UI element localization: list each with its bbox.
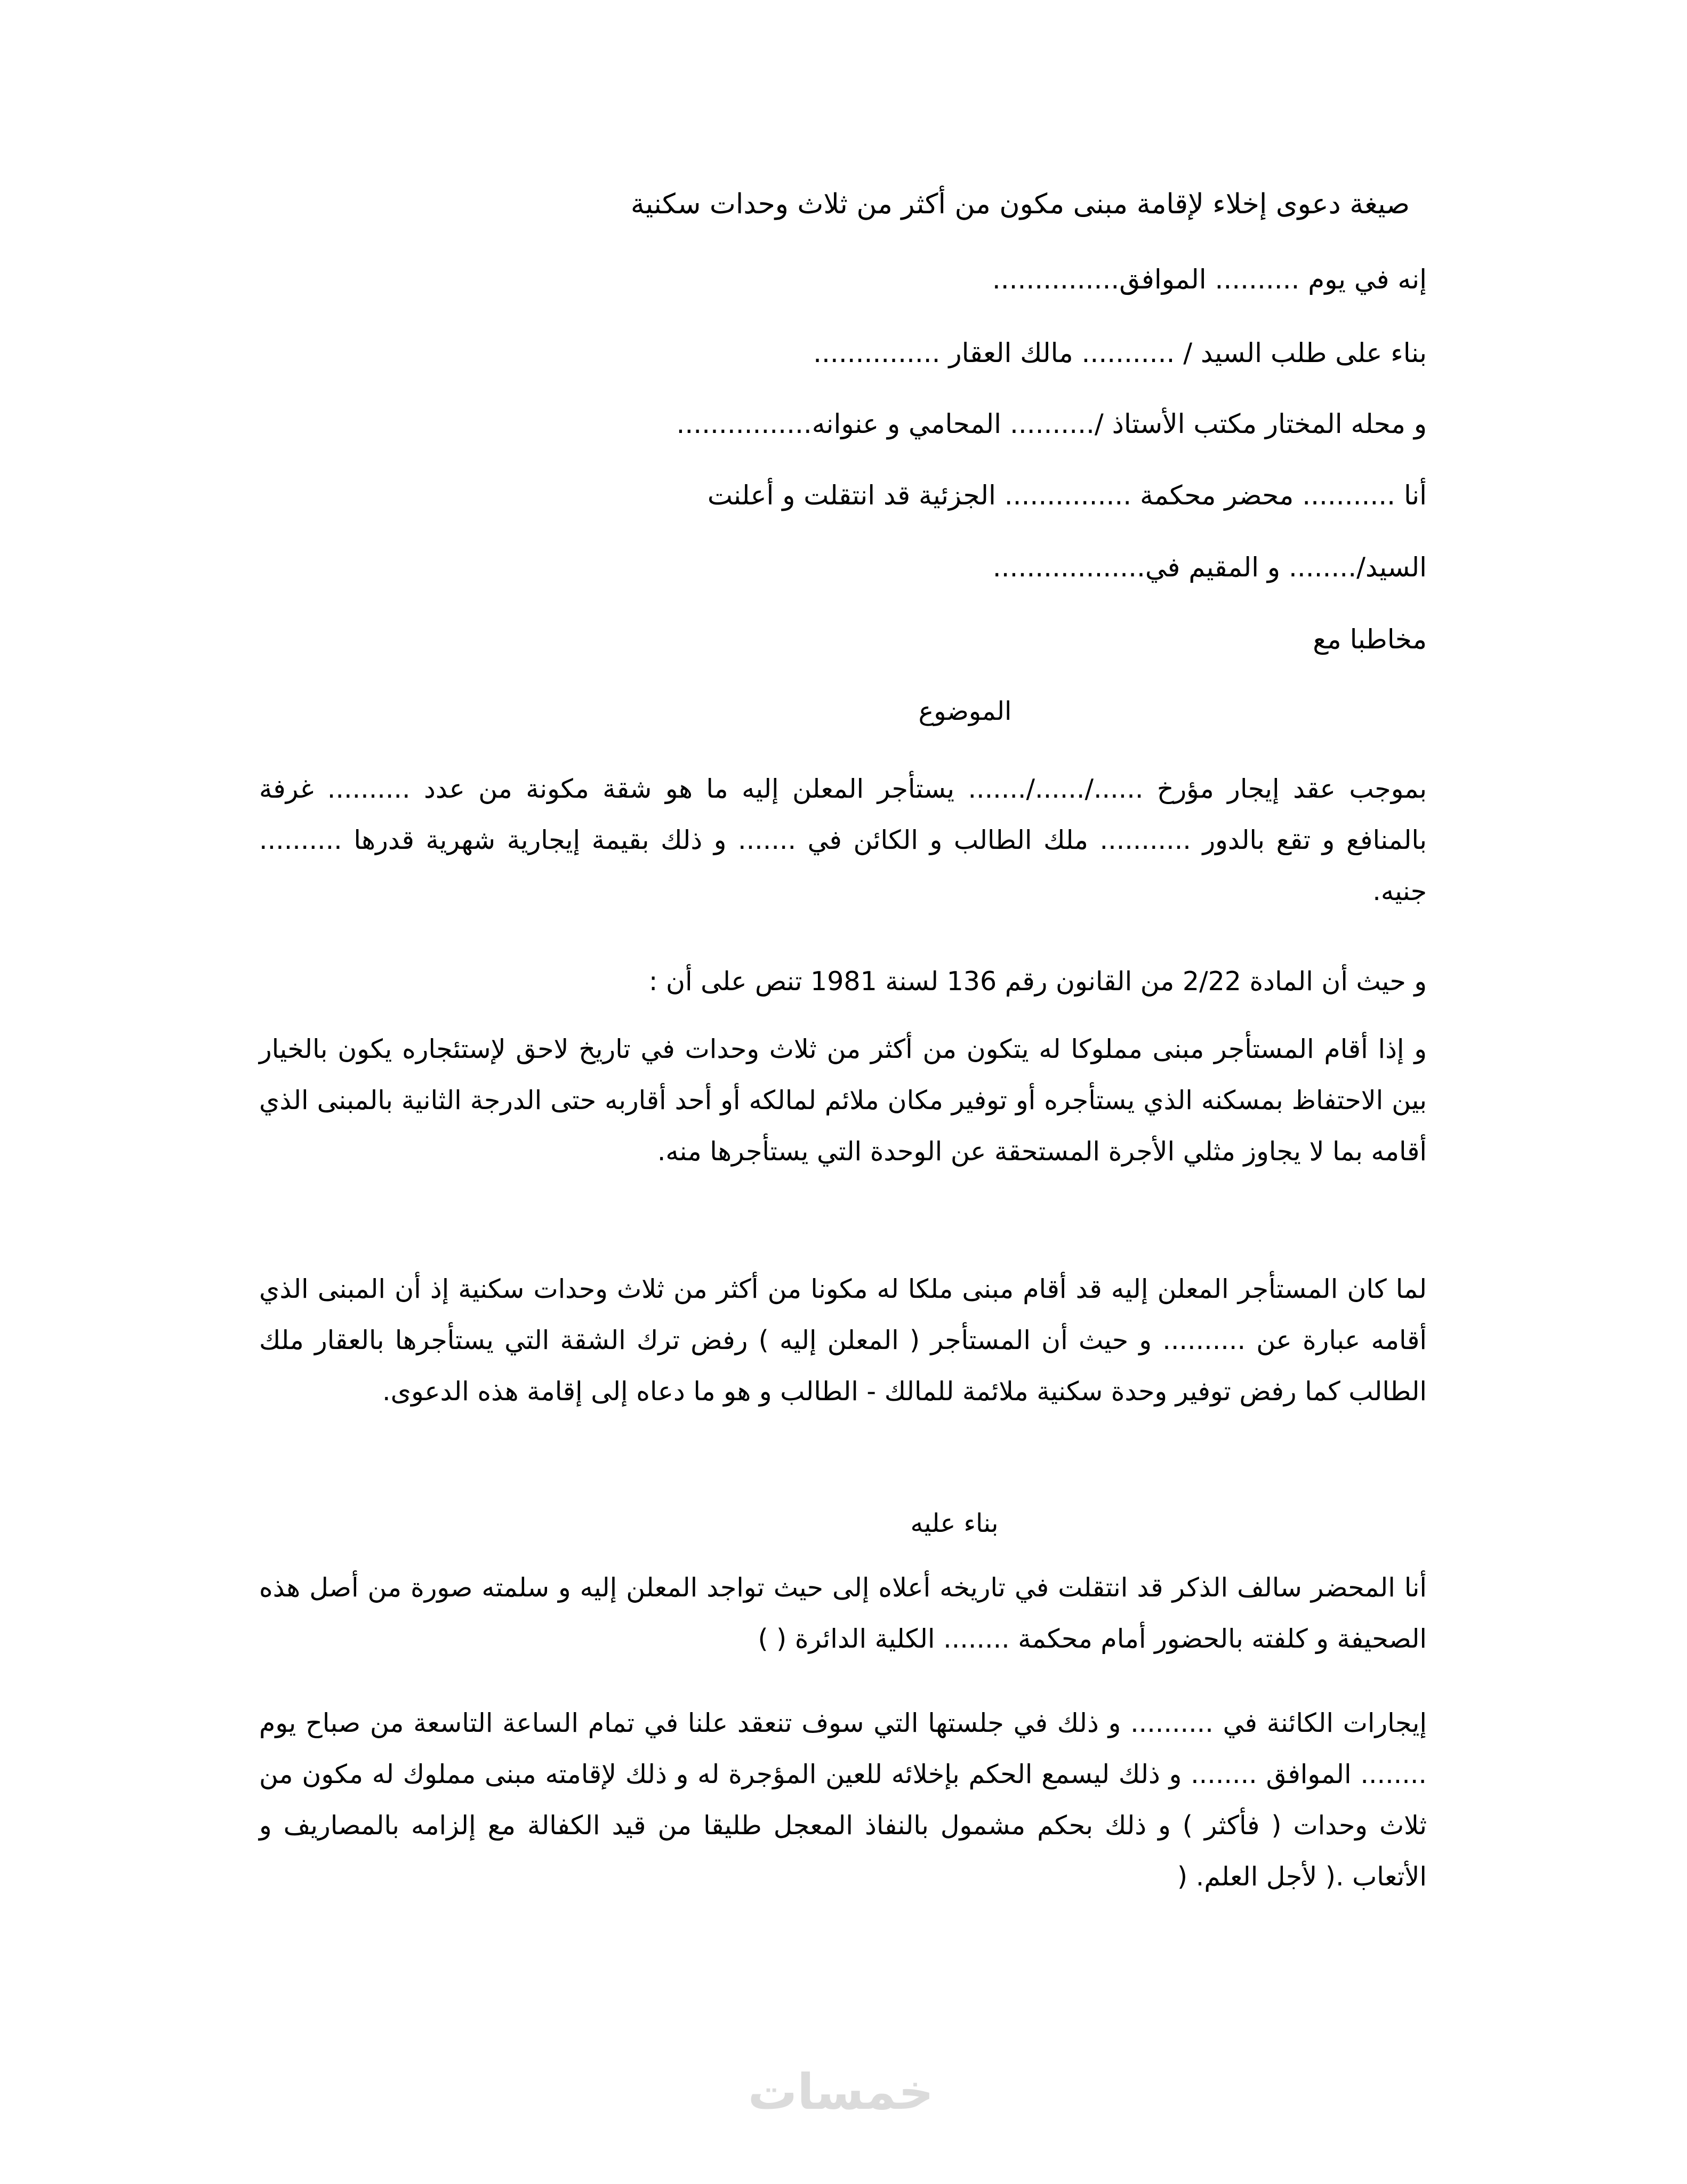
defendant-line: السيد/........ و المقيم في..................	[992, 552, 1427, 583]
therefore-heading: بناء عليه	[910, 1508, 999, 1538]
law-text-paragraph: و إذا أقام المستأجر مبنى مملوكا له يتكون من أكثر من ثلاث وحدات في تاريخ لاحق لإستئجاره يكون بالخيار بين الاحتفاظ بمسكنه الذي يستأجره أو توفير مكان ملائم لمالكه أو أحد أقاربه حتى الدرجة الثانية بالمبنى الذي أقامه بما لا يجاوز مثلي الأجرة المستحقة عن الوحدة التي يستأجرها منه.	[259, 1034, 1427, 1167]
request-paragraph: إيجارات الكائنة في .......... و ذلك في جلستها التي سوف تنعقد علنا في تمام الساعة التاسعة من صباح يوم ........ الموافق ........ و ذلك ليسمع الحكم بإخلائه للعين المؤجرة له و ذلك لإقامته مبنى مملوك له مكون من ثلاث وحدات ( فأكثر ) و ذلك بحكم مشمول بالنفاذ المعجل طليقا من قيد الكفالة مع إلزامه بالمصاريف و الأتعاب .( لأجل العلم. (	[259, 1708, 1427, 1892]
summons-paragraph: أنا المحضر سالف الذكر قد انتقلت في تاريخه أعلاه إلى حيث تواجد المعلن إليه و سلمته صورة من أصل هذه الصحيفة و كلفته بالحضور أمام محكمة ........ الكلية الدائرة ( )	[259, 1572, 1427, 1654]
document-title: صيغة دعوى إخلاء لإقامة مبنى مكون من أكثر من ثلاث وحدات سكنية	[630, 188, 1410, 220]
addressed-with-line: مخاطبا مع	[1313, 624, 1427, 655]
bailiff-line: أنا ........... محضر محكمة ............... الجزئية قد انتقلت و أعلنت	[707, 480, 1427, 511]
facts-paragraph: لما كان المستأجر المعلن إليه قد أقام مبنى ملكا له مكونا من أكثر من ثلاث وحدات سكنية إذ أن المبنى الذي أقامه عبارة عن .......... و حيث أن المستأجر ( المعلن إليه ) رفض ترك الشقة التي يستأجرها بالعقار ملك الطالب كما رفض توفير وحدة سكنية ملائمة للمالك - الطالب و هو ما دعاه إلى إقامة هذه الدعوى.	[259, 1274, 1427, 1407]
khamsat-watermark: خمسات	[748, 2063, 934, 2121]
date-line: إنه في يوم .......... الموافق...............	[992, 264, 1427, 295]
address-line: و محله المختار مكتب الأستاذ /.......... المحامي و عنوانه................	[676, 408, 1427, 439]
lease-paragraph: بموجب عقد إيجار مؤرخ ....../....../....... يستأجر المعلن إليه ما هو شقة مكونة من عدد .......... غرفة بالمنافع و تقع بالدور ........... ملك الطالب و الكائن في ....... و ذلك بقيمة إيجارية شهرية قدرها .......... جنيه.	[259, 774, 1427, 906]
requester-line: بناء على طلب السيد / ........... مالك العقار ...............	[813, 338, 1427, 368]
law-reference-paragraph: و حيث أن المادة 2/22 من القانون رقم 136 لسنة 1981 تنص على أن :	[648, 966, 1427, 997]
subject-heading: الموضوع	[918, 696, 1012, 726]
